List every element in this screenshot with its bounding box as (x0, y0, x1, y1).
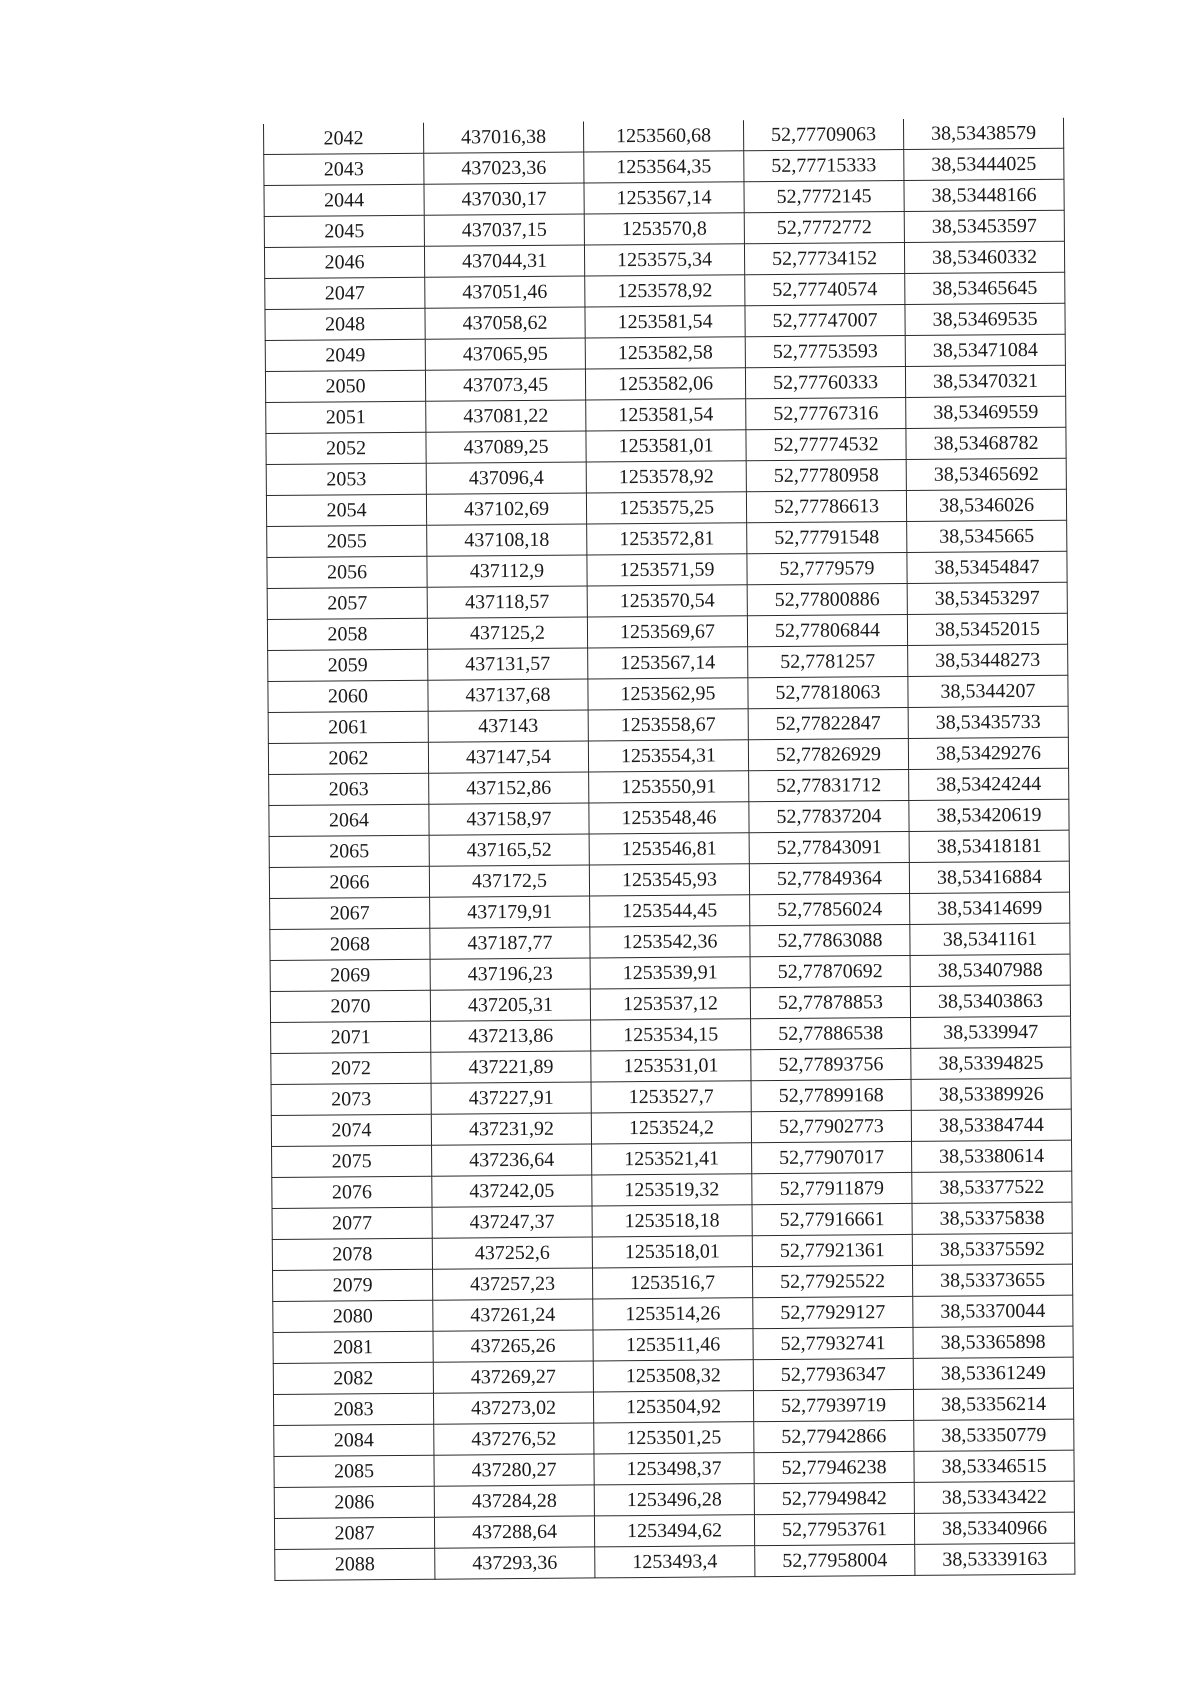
latitude-cell: 52,77849364 (749, 862, 909, 894)
coordinates-table-body (263, 118, 1074, 1581)
point-number-cell: 2054 (266, 494, 426, 526)
x-coordinate-cell: 437051,46 (425, 276, 585, 308)
point-number-cell: 2069 (270, 959, 430, 991)
y-coordinate-cell: 1253575,25 (586, 492, 746, 524)
latitude-cell: 52,77831712 (749, 769, 909, 801)
x-coordinate-cell: 437137,68 (428, 679, 588, 711)
point-number-cell: 2084 (274, 1424, 434, 1456)
longitude-cell: 38,53460332 (904, 241, 1064, 273)
x-coordinate-cell: 437065,95 (425, 338, 585, 370)
latitude-cell: 52,77932741 (753, 1327, 913, 1359)
y-coordinate-cell: 1253582,58 (585, 337, 745, 369)
longitude-cell: 38,53403863 (910, 985, 1070, 1017)
longitude-cell: 38,53373655 (912, 1264, 1072, 1296)
latitude-cell: 52,77734152 (744, 242, 904, 274)
point-number-cell: 2073 (271, 1083, 431, 1115)
latitude-cell: 52,77806844 (747, 614, 907, 646)
y-coordinate-cell: 1253570,54 (587, 585, 747, 617)
x-coordinate-cell: 437089,25 (426, 431, 586, 463)
longitude-cell: 38,53346515 (914, 1450, 1074, 1482)
y-coordinate-cell: 1253494,62 (594, 1515, 754, 1547)
y-coordinate-cell: 1253564,35 (584, 151, 744, 183)
latitude-cell: 52,77916661 (752, 1203, 912, 1235)
point-number-cell: 2061 (268, 711, 428, 743)
longitude-cell: 38,53448273 (908, 644, 1068, 676)
latitude-cell: 52,77767316 (746, 397, 906, 429)
latitude-cell: 52,77747007 (745, 304, 905, 336)
latitude-cell: 52,77893756 (751, 1048, 911, 1080)
y-coordinate-cell: 1253554,31 (588, 740, 748, 772)
longitude-cell: 38,53384744 (911, 1109, 1071, 1141)
point-number-cell: 2048 (265, 308, 425, 340)
latitude-cell: 52,77907017 (752, 1141, 912, 1173)
longitude-cell: 38,53356214 (913, 1388, 1073, 1420)
point-number-cell: 2053 (266, 463, 426, 495)
point-number-cell: 2070 (270, 990, 430, 1022)
y-coordinate-cell: 1253550,91 (589, 771, 749, 803)
x-coordinate-cell: 437261,24 (433, 1299, 593, 1331)
latitude-cell: 52,77715333 (744, 149, 904, 181)
latitude-cell: 52,77822847 (748, 707, 908, 739)
y-coordinate-cell: 1253518,18 (592, 1205, 752, 1237)
x-coordinate-cell: 437016,38 (423, 121, 583, 153)
x-coordinate-cell: 437231,92 (431, 1113, 591, 1145)
point-number-cell: 2049 (265, 339, 425, 371)
longitude-cell: 38,53339163 (915, 1543, 1075, 1575)
longitude-cell: 38,53375592 (912, 1233, 1072, 1265)
point-number-cell: 2068 (270, 928, 430, 960)
latitude-cell: 52,77925522 (752, 1265, 912, 1297)
longitude-cell: 38,53375838 (912, 1202, 1072, 1234)
longitude-cell: 38,53444025 (904, 148, 1064, 180)
longitude-cell: 38,53343422 (914, 1481, 1074, 1513)
y-coordinate-cell: 1253537,12 (590, 988, 750, 1020)
x-coordinate-cell: 437058,62 (425, 307, 585, 339)
point-number-cell: 2062 (268, 742, 428, 774)
latitude-cell: 52,77780958 (746, 459, 906, 491)
longitude-cell: 38,53380614 (912, 1140, 1072, 1172)
latitude-cell: 52,77902773 (751, 1110, 911, 1142)
point-number-cell: 2066 (269, 866, 429, 898)
y-coordinate-cell: 1253575,34 (584, 244, 744, 276)
y-coordinate-cell: 1253518,01 (592, 1236, 752, 1268)
x-coordinate-cell: 437096,4 (426, 462, 586, 494)
latitude-cell: 52,77939719 (753, 1389, 913, 1421)
x-coordinate-cell: 437273,02 (433, 1392, 593, 1424)
x-coordinate-cell: 437280,27 (434, 1454, 594, 1486)
latitude-cell: 52,77946238 (754, 1451, 914, 1483)
longitude-cell: 38,53424244 (909, 768, 1069, 800)
y-coordinate-cell: 1253567,14 (588, 647, 748, 679)
y-coordinate-cell: 1253504,92 (593, 1391, 753, 1423)
latitude-cell: 52,77709063 (743, 119, 903, 151)
latitude-cell: 52,77800886 (747, 583, 907, 615)
point-number-cell: 2087 (274, 1517, 434, 1549)
y-coordinate-cell: 1253542,36 (590, 926, 750, 958)
x-coordinate-cell: 437252,6 (432, 1237, 592, 1269)
x-coordinate-cell: 437108,18 (427, 524, 587, 556)
point-number-cell: 2050 (265, 370, 425, 402)
longitude-cell: 38,5339947 (911, 1016, 1071, 1048)
y-coordinate-cell: 1253511,46 (593, 1329, 753, 1361)
x-coordinate-cell: 437269,27 (433, 1361, 593, 1393)
point-number-cell: 2043 (264, 153, 424, 185)
point-number-cell: 2076 (272, 1176, 432, 1208)
x-coordinate-cell: 437213,86 (431, 1020, 591, 1052)
x-coordinate-cell: 437284,28 (434, 1485, 594, 1517)
latitude-cell: 52,77899168 (751, 1079, 911, 1111)
longitude-cell: 38,53471084 (905, 334, 1065, 366)
longitude-cell: 38,53453597 (904, 210, 1064, 242)
point-number-cell: 2083 (273, 1393, 433, 1425)
point-number-cell: 2044 (264, 184, 424, 216)
latitude-cell: 52,77936347 (753, 1358, 913, 1390)
x-coordinate-cell: 437125,2 (427, 617, 587, 649)
latitude-cell: 52,77911879 (752, 1172, 912, 1204)
point-number-cell: 2079 (273, 1269, 433, 1301)
point-number-cell: 2074 (271, 1114, 431, 1146)
y-coordinate-cell: 1253496,28 (594, 1484, 754, 1516)
table-row (275, 1543, 1075, 1580)
point-number-cell: 2071 (271, 1021, 431, 1053)
longitude-cell: 38,53377522 (912, 1171, 1072, 1203)
x-coordinate-cell: 437247,37 (432, 1206, 592, 1238)
y-coordinate-cell: 1253498,37 (594, 1453, 754, 1485)
y-coordinate-cell: 1253527,7 (591, 1081, 751, 1113)
longitude-cell: 38,5344207 (908, 675, 1068, 707)
y-coordinate-cell: 1253544,45 (590, 895, 750, 927)
longitude-cell: 38,53414699 (910, 892, 1070, 924)
longitude-cell: 38,5341161 (910, 923, 1070, 955)
y-coordinate-cell: 1253539,91 (590, 957, 750, 989)
latitude-cell: 52,77826929 (748, 738, 908, 770)
longitude-cell: 38,53454847 (907, 551, 1067, 583)
point-number-cell: 2078 (272, 1238, 432, 1270)
point-number-cell: 2072 (271, 1052, 431, 1084)
latitude-cell: 52,7772772 (744, 211, 904, 243)
x-coordinate-cell: 437073,45 (425, 369, 585, 401)
x-coordinate-cell: 437221,89 (431, 1051, 591, 1083)
y-coordinate-cell: 1253501,25 (594, 1422, 754, 1454)
latitude-cell: 52,77818063 (748, 676, 908, 708)
x-coordinate-cell: 437118,57 (427, 586, 587, 618)
latitude-cell: 52,77791548 (747, 521, 907, 553)
x-coordinate-cell: 437044,31 (424, 245, 584, 277)
x-coordinate-cell: 437030,17 (424, 183, 584, 215)
point-number-cell: 2081 (273, 1331, 433, 1363)
y-coordinate-cell: 1253562,95 (588, 678, 748, 710)
x-coordinate-cell: 437288,64 (434, 1516, 594, 1548)
point-number-cell: 2046 (264, 246, 424, 278)
y-coordinate-cell: 1253582,06 (585, 368, 745, 400)
point-number-cell: 2075 (272, 1145, 432, 1177)
longitude-cell: 38,53407988 (910, 954, 1070, 986)
x-coordinate-cell: 437102,69 (426, 493, 586, 525)
x-coordinate-cell: 437205,31 (430, 989, 590, 1021)
x-coordinate-cell: 437257,23 (432, 1268, 592, 1300)
latitude-cell: 52,77921361 (752, 1234, 912, 1266)
longitude-cell: 38,53429276 (908, 737, 1068, 769)
longitude-cell: 38,53453297 (907, 582, 1067, 614)
point-number-cell: 2051 (266, 401, 426, 433)
y-coordinate-cell: 1253546,81 (589, 833, 749, 865)
longitude-cell: 38,53465692 (906, 458, 1066, 490)
x-coordinate-cell: 437293,36 (435, 1547, 595, 1579)
longitude-cell: 38,53350779 (914, 1419, 1074, 1451)
longitude-cell: 38,53465645 (905, 272, 1065, 304)
point-number-cell: 2065 (269, 835, 429, 867)
longitude-cell: 38,53370044 (913, 1295, 1073, 1327)
y-coordinate-cell: 1253531,01 (591, 1050, 751, 1082)
latitude-cell: 52,77878853 (750, 986, 910, 1018)
longitude-cell: 38,53435733 (908, 706, 1068, 738)
x-coordinate-cell: 437037,15 (424, 214, 584, 246)
x-coordinate-cell: 437165,52 (429, 834, 589, 866)
x-coordinate-cell: 437152,86 (429, 772, 589, 804)
longitude-cell: 38,53469559 (906, 396, 1066, 428)
y-coordinate-cell: 1253519,32 (592, 1174, 752, 1206)
latitude-cell: 52,77740574 (745, 273, 905, 305)
x-coordinate-cell: 437196,23 (430, 958, 590, 990)
point-number-cell: 2077 (272, 1207, 432, 1239)
x-coordinate-cell: 437242,05 (432, 1175, 592, 1207)
longitude-cell: 38,53448166 (904, 179, 1064, 211)
longitude-cell: 38,53470321 (905, 365, 1065, 397)
point-number-cell: 2064 (269, 804, 429, 836)
latitude-cell: 52,7779579 (747, 552, 907, 584)
point-number-cell: 2082 (273, 1362, 433, 1394)
latitude-cell: 52,77856024 (750, 893, 910, 925)
coordinates-table (263, 118, 1075, 1581)
point-number-cell: 2060 (268, 680, 428, 712)
y-coordinate-cell: 1253578,92 (586, 461, 746, 493)
point-number-cell: 2058 (267, 618, 427, 650)
latitude-cell: 52,77953761 (754, 1513, 914, 1545)
x-coordinate-cell: 437179,91 (430, 896, 590, 928)
longitude-cell: 38,5346026 (906, 489, 1066, 521)
x-coordinate-cell: 437147,54 (428, 741, 588, 773)
longitude-cell: 38,53394825 (911, 1047, 1071, 1079)
point-number-cell: 2067 (270, 897, 430, 929)
longitude-cell: 38,53389926 (911, 1078, 1071, 1110)
y-coordinate-cell: 1253571,59 (587, 554, 747, 586)
longitude-cell: 38,53468782 (906, 427, 1066, 459)
point-number-cell: 2080 (273, 1300, 433, 1332)
y-coordinate-cell: 1253524,2 (591, 1112, 751, 1144)
point-number-cell: 2045 (264, 215, 424, 247)
longitude-cell: 38,53361249 (913, 1357, 1073, 1389)
y-coordinate-cell: 1253581,54 (585, 306, 745, 338)
y-coordinate-cell: 1253534,15 (591, 1019, 751, 1051)
latitude-cell: 52,77774532 (746, 428, 906, 460)
longitude-cell: 38,5345665 (907, 520, 1067, 552)
y-coordinate-cell: 1253514,26 (593, 1298, 753, 1330)
y-coordinate-cell: 1253581,54 (586, 399, 746, 431)
point-number-cell: 2057 (267, 587, 427, 619)
latitude-cell: 52,77929127 (753, 1296, 913, 1328)
latitude-cell: 52,77863088 (750, 924, 910, 956)
y-coordinate-cell: 1253558,67 (588, 709, 748, 741)
longitude-cell: 38,53340966 (914, 1512, 1074, 1544)
y-coordinate-cell: 1253516,7 (592, 1267, 752, 1299)
y-coordinate-cell: 1253521,41 (592, 1143, 752, 1175)
latitude-cell: 52,7781257 (748, 645, 908, 677)
longitude-cell: 38,53416884 (909, 861, 1069, 893)
y-coordinate-cell: 1253560,68 (583, 120, 743, 152)
y-coordinate-cell: 1253508,32 (593, 1360, 753, 1392)
latitude-cell: 52,77786613 (746, 490, 906, 522)
latitude-cell: 52,77949842 (754, 1482, 914, 1514)
x-coordinate-cell: 437236,64 (432, 1144, 592, 1176)
y-coordinate-cell: 1253570,8 (584, 213, 744, 245)
longitude-cell: 38,53469535 (905, 303, 1065, 335)
x-coordinate-cell: 437265,26 (433, 1330, 593, 1362)
latitude-cell: 52,77760333 (745, 366, 905, 398)
x-coordinate-cell: 437187,77 (430, 927, 590, 959)
y-coordinate-cell: 1253578,92 (585, 275, 745, 307)
x-coordinate-cell: 437023,36 (424, 152, 584, 184)
y-coordinate-cell: 1253572,81 (587, 523, 747, 555)
x-coordinate-cell: 437081,22 (426, 400, 586, 432)
y-coordinate-cell: 1253545,93 (589, 864, 749, 896)
latitude-cell: 52,77753593 (745, 335, 905, 367)
y-coordinate-cell: 1253581,01 (586, 430, 746, 462)
point-number-cell: 2056 (267, 556, 427, 588)
latitude-cell: 52,77958004 (755, 1544, 915, 1576)
point-number-cell: 2085 (274, 1455, 434, 1487)
x-coordinate-cell: 437276,52 (434, 1423, 594, 1455)
latitude-cell: 52,77837204 (749, 800, 909, 832)
latitude-cell: 52,77843091 (749, 831, 909, 863)
point-number-cell: 2047 (265, 277, 425, 309)
x-coordinate-cell: 437158,97 (429, 803, 589, 835)
longitude-cell: 38,53452015 (907, 613, 1067, 645)
longitude-cell: 38,53438579 (903, 118, 1063, 150)
latitude-cell: 52,77870692 (750, 955, 910, 987)
y-coordinate-cell: 1253569,67 (587, 616, 747, 648)
y-coordinate-cell: 1253493,4 (595, 1546, 755, 1578)
point-number-cell: 2059 (268, 649, 428, 681)
longitude-cell: 38,53365898 (913, 1326, 1073, 1358)
x-coordinate-cell: 437112,9 (427, 555, 587, 587)
latitude-cell: 52,77886538 (751, 1017, 911, 1049)
latitude-cell: 52,7772145 (744, 180, 904, 212)
latitude-cell: 52,77942866 (754, 1420, 914, 1452)
point-number-cell: 2063 (269, 773, 429, 805)
point-number-cell: 2086 (274, 1486, 434, 1518)
y-coordinate-cell: 1253567,14 (584, 182, 744, 214)
x-coordinate-cell: 437227,91 (431, 1082, 591, 1114)
y-coordinate-cell: 1253548,46 (589, 802, 749, 834)
longitude-cell: 38,53420619 (909, 799, 1069, 831)
point-number-cell: 2055 (267, 525, 427, 557)
x-coordinate-cell: 437131,57 (428, 648, 588, 680)
point-number-cell: 2052 (266, 432, 426, 464)
point-number-cell: 2088 (275, 1548, 435, 1580)
longitude-cell: 38,53418181 (909, 830, 1069, 862)
point-number-cell: 2042 (263, 123, 423, 155)
x-coordinate-cell: 437172,5 (429, 865, 589, 897)
x-coordinate-cell: 437143 (428, 710, 588, 742)
